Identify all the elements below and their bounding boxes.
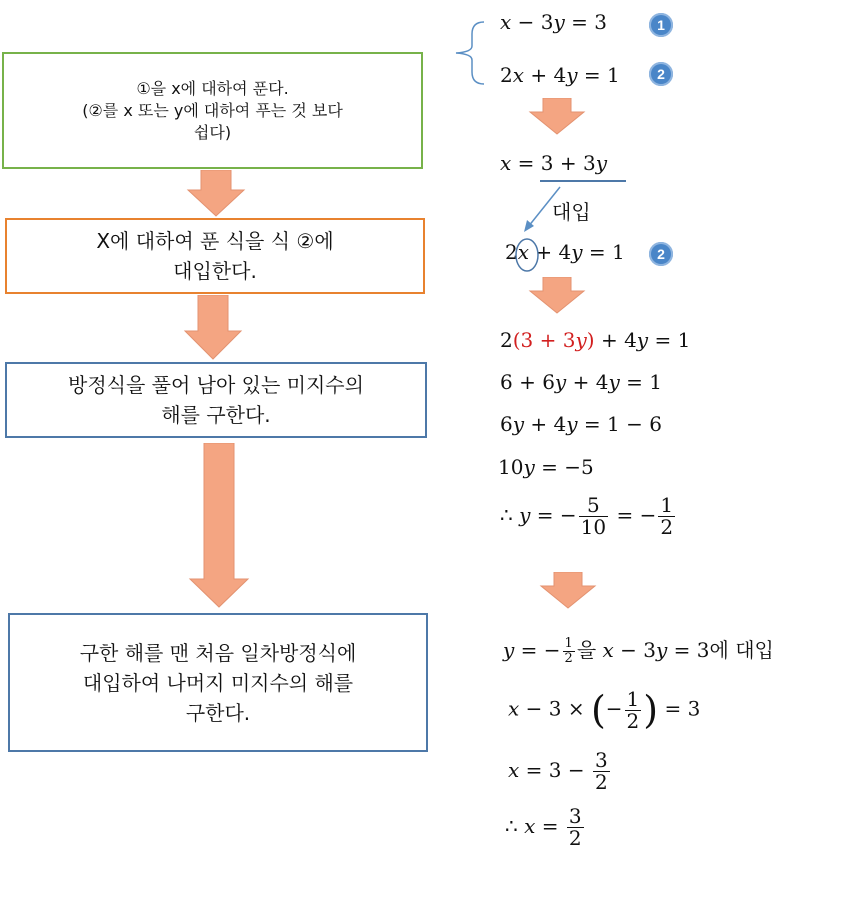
step3-box	[5, 362, 427, 438]
step2-box	[5, 218, 425, 294]
step4-box	[8, 613, 428, 752]
x-step-2: x = 3 − $\frac{3}{2}$	[508, 748, 608, 794]
solve-step-4: 10y = −5	[498, 455, 594, 479]
x-highlight-circle	[513, 236, 541, 274]
x-solution: ∴ x = $\frac{3}{2}$	[505, 804, 582, 850]
solve-step-3: 6y + 4y = 1 − 6	[500, 412, 662, 436]
step4-line2: 대입하여 나머지 미지수의 해를	[82, 670, 354, 695]
x-step-1: x − 3 × (− $\frac{1}{2}$ ) = 3	[508, 686, 701, 733]
flow-arrow-1	[186, 170, 246, 218]
flow-arrow-2	[183, 295, 243, 361]
substitute-label: 대입	[552, 200, 591, 224]
step1-line2: (②를 x 또는 y에 대하여 푸는 것 보다	[82, 100, 343, 120]
badge-eq1: 1	[649, 13, 673, 37]
step3-line2: 해를 구한다.	[161, 403, 271, 427]
back-sub-label2: 에 대입	[709, 638, 774, 662]
step2-line2: 대입한다.	[173, 259, 257, 283]
back-sub-label1: 을	[576, 638, 597, 662]
step1-line1: ①을 x에 대하여 푼다.	[136, 78, 289, 98]
flow-arrow-3	[188, 443, 250, 609]
equation-2-substituted: 2x + 4y = 1	[505, 240, 625, 264]
badge-eq2-repeat: 2	[649, 242, 673, 266]
step2-line1: X에 대하여 푼 식을 식 ②에	[96, 229, 334, 253]
solve-step-1: 2(3 + 3y) + 4y = 1	[500, 328, 691, 352]
x-solved: x = 3 + 3y	[500, 151, 607, 175]
step4-line3: 구한다.	[185, 700, 251, 725]
brace	[448, 20, 488, 86]
step1-line3: 쉽다)	[193, 122, 232, 142]
solve-step-2: 6 + 6y + 4y = 1	[500, 370, 662, 394]
back-substitute: y = − $\frac{1}{2}$ 을 x − 3y = 3에 대입	[503, 636, 774, 666]
equation-1: x − 3y = 3	[500, 10, 607, 34]
equation-2: 2x + 4y = 1	[500, 63, 620, 87]
math-arrow-1	[528, 98, 586, 136]
badge-eq2: 2	[649, 62, 673, 86]
step3-line1: 방정식을 풀어 남아 있는 미지수의	[68, 373, 364, 397]
math-arrow-3	[539, 572, 597, 610]
step4-line1: 구한 해를 맨 처음 일차방정식에	[79, 640, 357, 665]
y-solution: ∴ y = − $\frac{5}{10}$ = − $\frac{1}{2}$	[500, 493, 674, 539]
math-arrow-2	[528, 277, 586, 315]
step1-box	[2, 52, 423, 169]
